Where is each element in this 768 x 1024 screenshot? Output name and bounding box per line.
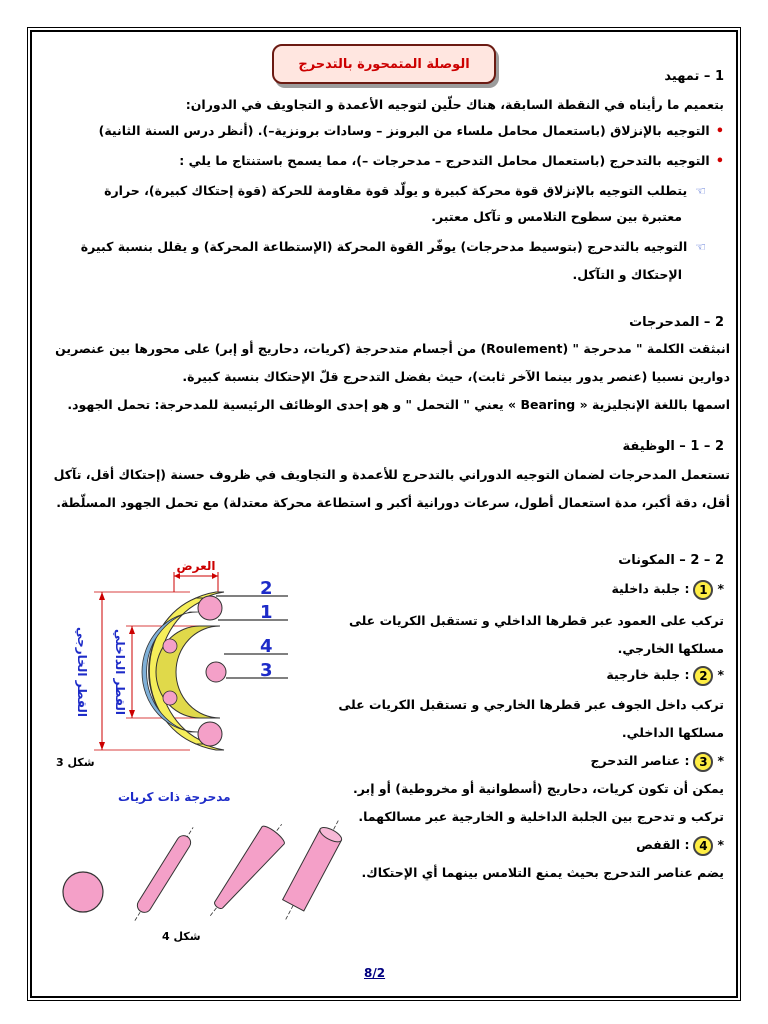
bullet-icon: •: [715, 124, 724, 139]
marker-4: 4: [260, 636, 273, 657]
section-2-2-heading: 2 – 2 – المكونات: [618, 553, 724, 568]
hand-point-2: ☜التوجيه بالتدحرج (بتوسيط مدحرجات) يوفّر القوة المحركة (الإستطاعة المحركة) و يقلل بنسبة كبيرة: [80, 239, 706, 254]
pointing-hand-icon: ☜: [695, 240, 706, 254]
component-1-title: *1: جلبة داخلية: [611, 576, 724, 602]
number-badge: 2: [693, 666, 713, 686]
section-2-1-heading: 2 – 1 – الوظيفة: [622, 439, 724, 454]
component-3-title: *3: عناصر التدحرج: [590, 748, 724, 774]
outer-diameter-label: القطر الخارجي: [75, 626, 89, 718]
ball-element: [63, 872, 103, 912]
component-1-desc-1: تركب على العمود عبر قطرها الداخلي و تستقبل الكريات على: [348, 613, 724, 628]
component-2-title: *2: جلبة خارجية: [606, 662, 724, 688]
component-3-desc-2: تركب و تدحرج بين الجلبة الداخلية و الخارجية عبر مسالكهما.: [358, 809, 724, 824]
hand-point-1: ☜يتطلب التوجيه بالإنزلاق قوة محركة كبيرة و يولّد قوة مقاومة للحركة (قوة إحتكاك كبيرة)، حرارة: [104, 183, 706, 198]
section-2-heading: 2 – المدحرجات: [629, 315, 724, 330]
hand-point-2-cont: الإحتكاك و التآكل.: [572, 267, 682, 282]
component-1-desc-2: مسلكها الخارجي.: [617, 641, 724, 656]
tapered-roller-element: [199, 816, 292, 925]
figure-4-rolling-elements: [56, 812, 346, 932]
marker-2: 2: [260, 578, 273, 599]
figure-3-bearing-diagram: [50, 550, 310, 760]
section-2-1-p2: أقل، دقة أكبر، مدة استعمال أطول، سرعات دورانية أكبر و استطاعة محركة معتدلة) مع تحمل الجهود المسلّطة.: [56, 495, 730, 510]
width-label: العرض: [176, 559, 216, 573]
section-2-p1: انبثقت الكلمة " مدحرجة " (Roulement) من أجسام متدحرجة (كريات، دحاريج أو إبر) على محورها بين عنصرين: [55, 341, 730, 356]
inner-diameter-label: القطر الداخلي: [113, 629, 127, 715]
figure-4-caption: شكل 4: [162, 930, 201, 943]
number-badge: 1: [693, 580, 713, 600]
bullet-icon: •: [715, 154, 724, 169]
bullet-sliding: •التوجيه بالإنزلاق (باستعمال محامل ملساء من البرونز – وسادات برونزية–). (أنظر درس السنة الثانية): [98, 123, 724, 139]
page-number: 8/2: [364, 966, 386, 980]
number-badge: 3: [693, 752, 713, 772]
figure-3-caption: شكل 3: [56, 756, 95, 769]
cylindrical-roller-element: [275, 815, 346, 925]
ball-bottom: [198, 722, 222, 746]
section-1-heading: 1 – تمهيد: [664, 69, 724, 84]
component-2-desc-2: مسلكها الداخلي.: [621, 725, 724, 740]
section-1-intro: بتعميم ما رأيناه في النقطة السابقة، هناك حلّين لتوجيه الأعمدة و التجاويف في الدوران:: [185, 97, 724, 112]
number-badge: 4: [693, 836, 713, 856]
section-2-1-p1: تستعمل المدحرجات لضمان التوجيه الدوراني بالتدحرج للأعمدة و التجاويف في ظروف حسنة (إحتكاك أقل، تآكل: [53, 467, 730, 482]
page-title: الوصلة المتمحورة بالتدحرج: [272, 44, 496, 84]
pointing-hand-icon: ☜: [695, 184, 706, 198]
section-2-p2: دوارين نسبيا (عنصر يدور بينما الآخر ثابت)، حيث بفضل التدحرج قلّ الإحتكاك بنسبة كبيرة.: [182, 369, 730, 384]
bullet-rolling: •التوجيه بالتدحرج (باستعمال محامل التدحرج – مدحرجات –)، مما يسمح باستنتاج ما يلي :: [179, 153, 724, 169]
component-2-desc-1: تركب داخل الجوف عبر قطرها الخارجي و تستقبل الكريات على: [338, 697, 724, 712]
needle-element: [129, 824, 199, 925]
figure-3-subtitle: مدحرجة ذات كريات: [118, 790, 231, 804]
component-3-desc-1: يمكن أن تكون كريات، دحاريج (أسطوانية أو مخروطية) أو إبر.: [353, 781, 724, 796]
marker-3: 3: [260, 660, 273, 681]
component-4-desc-1: يضم عناصر التدحرج بحيث يمنع التلامس بينهما أي الإحتكاك.: [361, 865, 724, 880]
section-2-p3: اسمها باللغة الإنجليزية « Bearing » يعني " التحمل " و هو إحدى الوظائف الرئيسية للمدحرجة: تحمل الجهود.: [67, 397, 730, 412]
ball-top: [198, 596, 222, 620]
marker-1: 1: [260, 602, 273, 623]
component-4-title: *4: القفص: [636, 832, 724, 858]
hand-point-1-cont: معتبرة بين سطوح التلامس و تآكل معتبر.: [431, 209, 682, 224]
ball-middle: [206, 662, 226, 682]
